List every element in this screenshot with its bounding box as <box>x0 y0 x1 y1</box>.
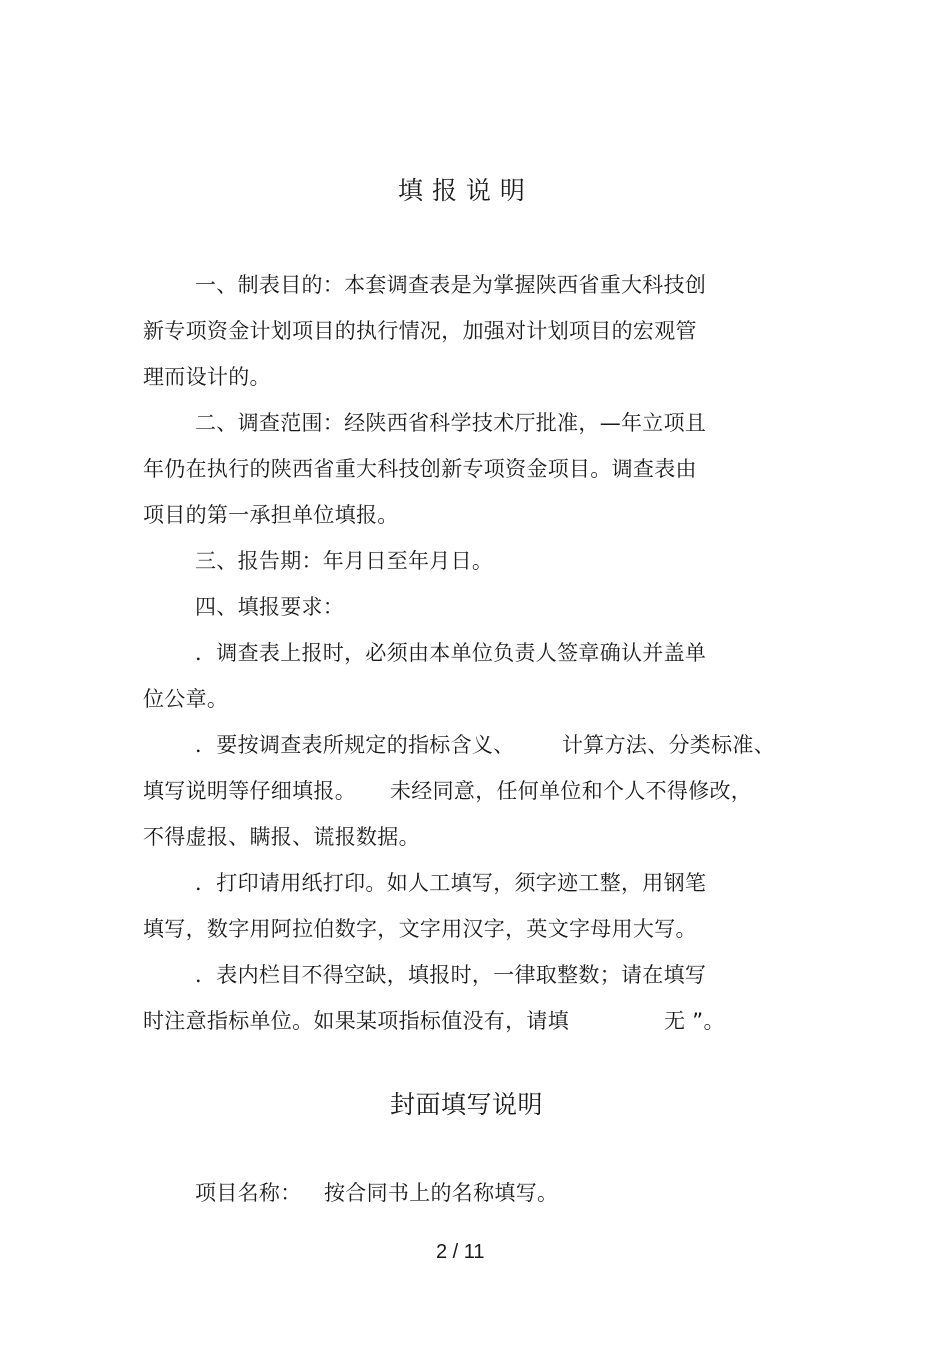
requirement-2-line-3: 不得虚报、瞒报、谎报数据。 <box>143 825 420 849</box>
section-scope-line-3: 项目的第一承担单位填报。 <box>143 503 399 527</box>
requirement-2-line-1a: ．要按调查表所规定的指标含义、 <box>195 733 515 757</box>
requirement-3-line-1: ．打印请用纸打印。如人工填写，须字迹工整，用钢笔 <box>195 871 707 895</box>
document-title: 填 报 说 明 <box>398 176 526 205</box>
requirement-2-line-1b: 计算方法、分类标准、 <box>562 733 775 757</box>
cover-item-label: 项目名称： <box>195 1181 302 1205</box>
section-scope-line-1: 二、调查范围：经陕西省科学技术厅批准，—年立项且 <box>195 411 707 435</box>
requirement-3-line-2: 填写，数字用阿拉伯数字，文字用汉字，英文字母用大写。 <box>143 917 697 941</box>
requirement-1-line-1: ．调查表上报时，必须由本单位负责人签章确认并盖单 <box>195 641 707 665</box>
section-purpose-line-2: 新专项资金计划项目的执行情况，加强对计划项目的宏观管 <box>143 319 697 343</box>
requirement-2-line-2a: 填写说明等仔细填报。 <box>143 779 356 803</box>
section-scope-line-2: 年仍在执行的陕西省重大科技创新专项资金项目。调查表由 <box>143 457 697 481</box>
cover-item-value: 按合同书上的名称填写。 <box>324 1181 559 1205</box>
requirement-1-line-2: 位公章。 <box>143 687 229 711</box>
cover-instructions-title: 封面填写说明 <box>390 1090 544 1119</box>
section-purpose-line-1: 一、制表目的：本套调查表是为掌握陕西省重大科技创 <box>195 273 707 297</box>
page-number: 2 / 11 <box>436 1241 485 1263</box>
section-purpose-line-3: 理而设计的。 <box>143 365 271 389</box>
requirement-4-line-2: 时注意指标单位。如果某项指标值没有，请填 <box>143 1009 569 1033</box>
requirement-4-line-2-tail: 无 ”。 <box>664 1009 725 1033</box>
section-report-period: 三、报告期：年月日至年月日。 <box>195 549 494 573</box>
requirement-2-line-2b: 未经同意，任何单位和个人不得修改， <box>390 779 753 803</box>
requirement-4-line-1: ．表内栏目不得空缺，填报时，一律取整数；请在填写 <box>195 963 707 987</box>
section-requirements-heading: 四、填报要求： <box>195 595 345 619</box>
